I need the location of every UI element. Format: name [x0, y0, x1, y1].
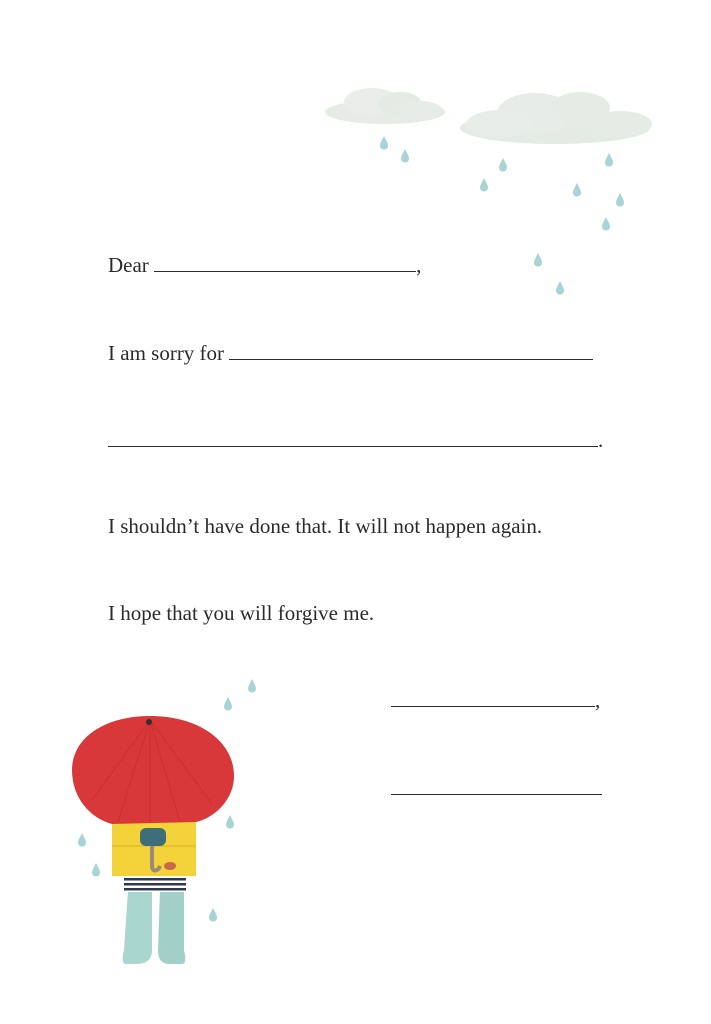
large-cloud-icon	[460, 92, 652, 144]
statement-text: I shouldn’t have done that. It will not happen again.	[108, 514, 543, 538]
sorry-continuation-line	[108, 428, 603, 452]
hope-text: I hope that you will forgive me.	[108, 601, 375, 625]
sorry-prefix-text: I am sorry for	[108, 341, 225, 365]
apology-reason-blank-2[interactable]	[108, 428, 598, 447]
closing-phrase-blank[interactable]	[391, 688, 595, 707]
signature-line	[391, 776, 602, 800]
small-cloud-icon	[325, 88, 445, 124]
closing-comma: ,	[595, 688, 601, 712]
child-with-umbrella-icon	[72, 716, 234, 964]
recipient-name-blank[interactable]	[154, 253, 416, 272]
signature-blank[interactable]	[391, 776, 602, 795]
salutation-text: Dear	[108, 253, 149, 277]
salutation-line	[108, 253, 421, 277]
salutation-comma: ,	[416, 253, 422, 277]
apology-reason-blank-1[interactable]	[229, 341, 593, 360]
sorry-line	[108, 341, 593, 365]
closing-line	[391, 688, 600, 712]
sorry-period: .	[598, 428, 604, 452]
